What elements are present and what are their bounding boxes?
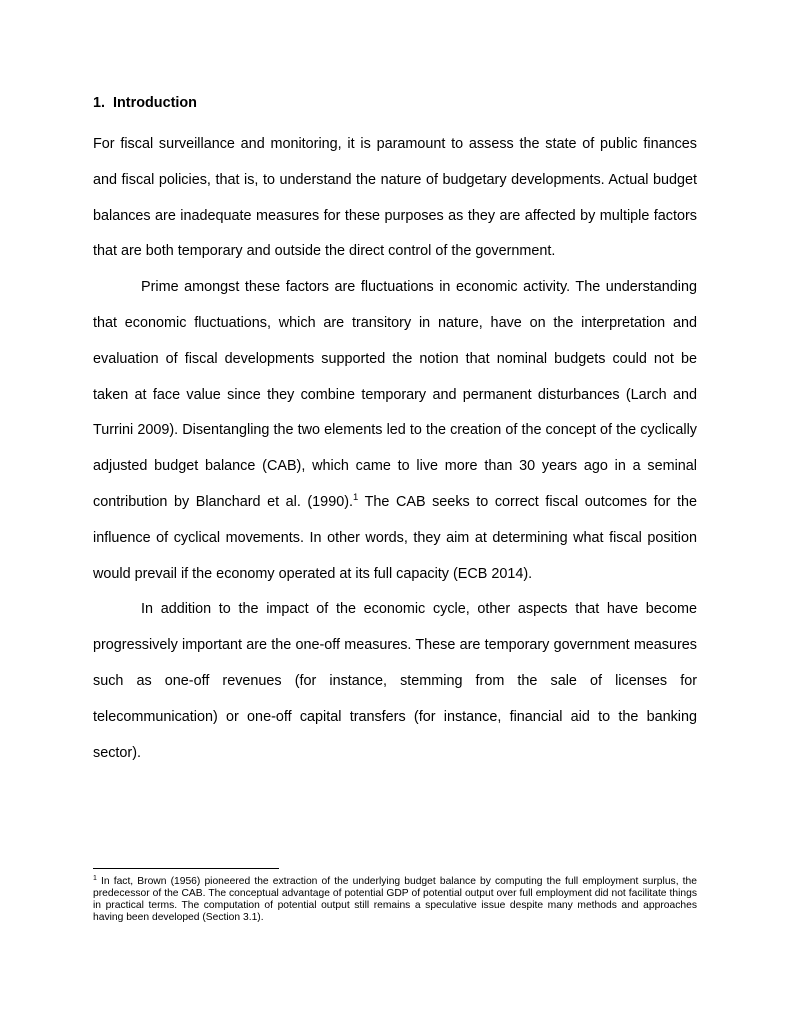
paragraph-3: In addition to the impact of the economic cycle, other aspects that have become progressively important are the one-off measures. These are temporary government measures such as one-off revenues (for instance, stemming from the sale of licenses for telecommunication) or one-off capital transfers (for instance, financial aid to the banking sector). [93,601,697,761]
paragraph-2 [93,270,697,592]
section-title: Introduction [113,95,197,111]
body-text [93,127,697,771]
paragraph-2-text: Prime amongst these factors are fluctuations in economic activity. The understanding that economic fluctuations, which are transitory in nature, have on the interpretation and evaluation of fiscal developments supported the notion that nominal budgets could not be taken at face value since they combine temporary and permanent disturbances (Larch and Turrini 2009). Disentangling the two elements led to the creation of the concept of the cyclically adjusted budget balance (CAB), which came to live more than 30 years ago in a seminal contribution by Blanchard et al. (1990). [93,279,697,510]
paragraph-1: For fiscal surveillance and monitoring, it is paramount to assess the state of public finances and fiscal policies, that is, to understand the nature of budgetary developments. Actual budget balances are inadequate measures for these purposes as they are affected by multiple factors that are both temporary and outside the direct control of the government. [93,136,697,260]
section-number: 1. [93,95,106,111]
footnote-reference: 1 [353,491,359,503]
paragraph-2-continuation: The CAB seeks to correct fiscal outcomes for the influence of cyclical movements. In other words, they aim at determining what fiscal position would prevail if the economy operated at its full capacity (ECB 2014). [93,493,698,582]
footnote [93,876,697,924]
footnote-text: In fact, Brown (1956) pioneered the extraction of the underlying budget balance by computing the full employment surplus, the predecessor of the CAB. The conceptual advantage of potential GDP of potential output over full employment did not facilitate things in practical terms. The computation of potential output still remains a speculative issue despite many methods and approaches having been developed (Section 3.1). [93,876,697,924]
section-heading [93,93,197,113]
footnote-separator [93,868,279,869]
footnote-marker: 1 [93,875,97,882]
